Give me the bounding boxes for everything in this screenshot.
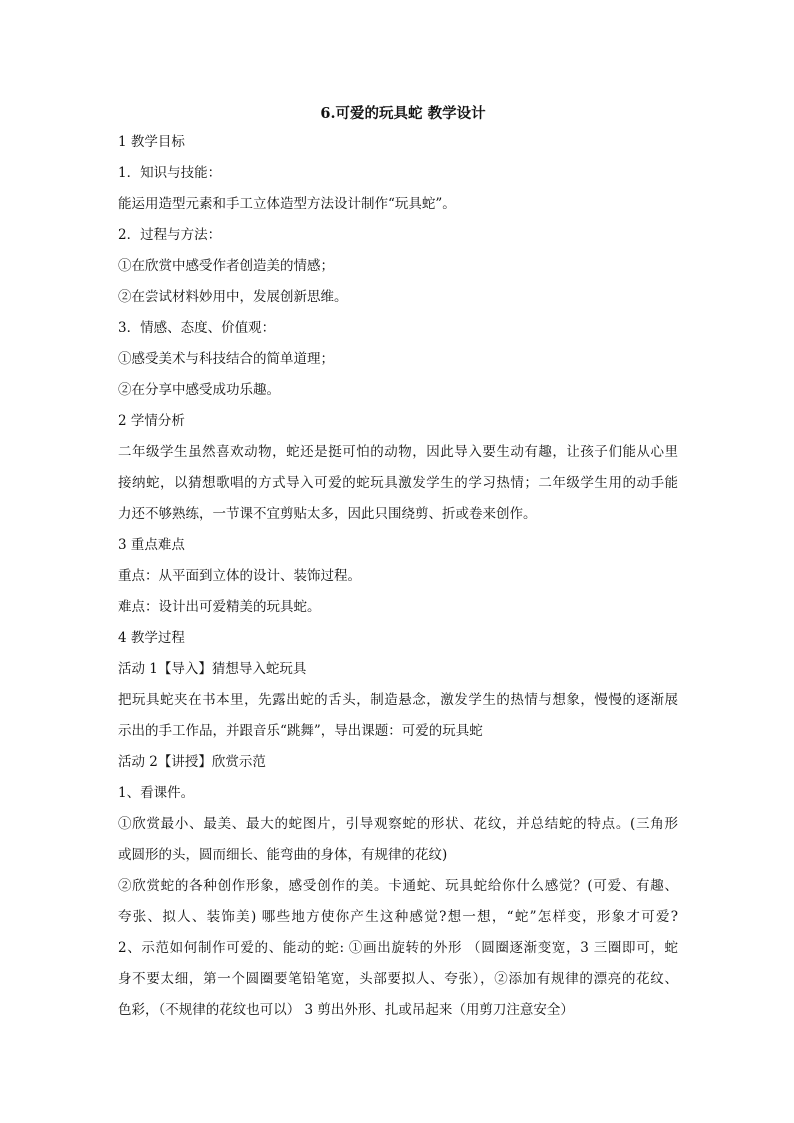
text-line: ①在欣赏中感受作者创造美的情感； (118, 258, 334, 274)
text-line: 3．情感、态度、价值观： (118, 320, 276, 336)
document-body (118, 101, 678, 1026)
text-line: 3 重点难点 (118, 537, 185, 553)
text-line: 身不要太细，第一个圆圈要笔铅笔宽，头部要拟人、夸张），②添加有规律的漂亮的花纹、 (118, 971, 678, 987)
text-line: ①感受美术与科技结合的简单道理； (118, 351, 334, 367)
text-line: 难点：设计出可爱精美的玩具蛇。 (118, 599, 321, 615)
text-line: 力还不够熟练，一节课不宜剪贴太多，因此只围绕剪、折或卷来创作。 (118, 506, 537, 522)
text-line: 重点：从平面到立体的设计、装饰过程。 (118, 568, 361, 584)
text-line: 夸张、拟人、装饰美) 哪些地方使你产生这种感觉?想一想，“蛇”怎样变，形象才可爱? (118, 909, 678, 925)
text-line: 活动 2【讲授】欣赏示范 (118, 754, 266, 770)
text-line: 1．知识与技能： (118, 165, 222, 181)
document-text (118, 127, 678, 1026)
text-line: 把玩具蛇夹在书本里，先露出蛇的舌头，制造悬念，激发学生的热情与想象，慢慢的逐渐展 (118, 692, 678, 708)
text-line: 色彩，（不规律的花纹也可以） 3 剪出外形、扎或吊起来（用剪刀注意安全） (118, 1002, 574, 1018)
text-line: ②欣赏蛇的各种创作形象，感受创作的美。卡通蛇、玩具蛇给你什么感觉？(可爱、有趣、 (118, 878, 678, 894)
text-line: 2．过程与方法： (118, 227, 222, 243)
text-line: ①欣赏最小、最美、最大的蛇图片，引导观察蛇的形状、花纹，并总结蛇的特点。(三角形 (118, 816, 678, 832)
text-line: ②在分享中感受成功乐趣。 (118, 382, 280, 398)
text-line: 能运用造型元素和手工立体造型方法设计制作“玩具蛇”。 (118, 196, 456, 212)
text-line: 活动 1【导入】猜想导入蛇玩具 (118, 661, 307, 677)
text-line: ②在尝试材料妙用中，发展创新思维。 (118, 289, 348, 305)
text-line: 示出的手工作品，并跟音乐“跳舞”，导出课题：可爱的玩具蛇 (118, 723, 483, 739)
text-line: 1 教学目标 (118, 134, 185, 150)
text-line: 1、看课件。 (118, 785, 195, 801)
document-title: 6.可爱的玩具蛇 教学设计 (320, 105, 486, 122)
text-line: 4 教学过程 (118, 630, 185, 646)
text-line: 二年级学生虽然喜欢动物，蛇还是挺可怕的动物，因此导入要生动有趣，让孩子们能从心里 (118, 444, 678, 460)
text-line: 2 学情分析 (118, 413, 185, 429)
text-line: 2、示范如何制作可爱的、能动的蛇: ①画出旋转的外形 （圆圈逐渐变宽，3 三圈即可，蛇 (118, 940, 678, 956)
text-line: 接纳蛇，以猜想歌唱的方式导入可爱的蛇玩具激发学生的学习热情；二年级学生用的动手能 (118, 475, 678, 491)
text-line: 或圆形的头，圆而细长、能弯曲的身体，有规律的花纹) (118, 847, 448, 863)
